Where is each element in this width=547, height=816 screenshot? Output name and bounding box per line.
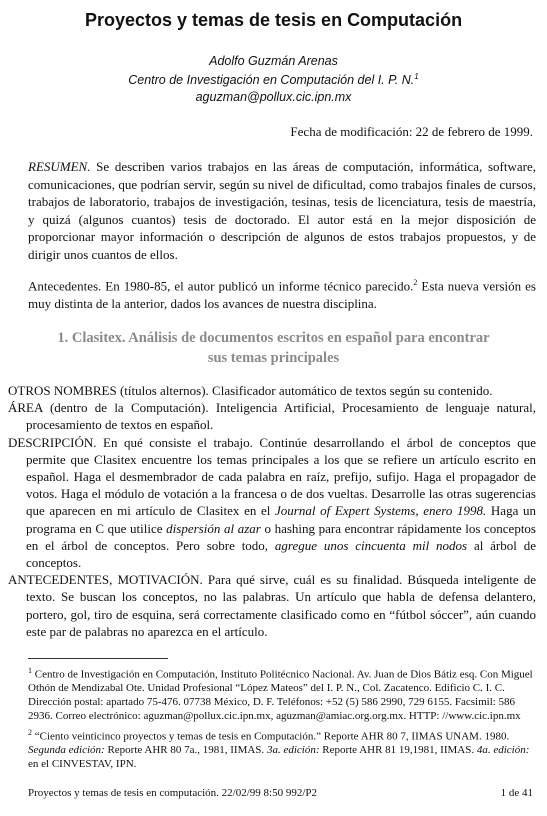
entry-otros-nombres: OTROS NOMBRES (títulos alternos). Clasificador automático de textos según su contenido. <box>8 383 493 398</box>
footnote-ref-1: 1 <box>414 72 419 81</box>
section-heading <box>0 328 547 368</box>
modification-date: Fecha de modificación: 22 de febrero de 1999. <box>290 124 533 139</box>
page-number: 1 de 41 <box>500 787 533 799</box>
section-heading-line1: 1. Clasitex. Análisis de documentos escritos en español para encontrar <box>57 330 490 346</box>
document-title: Proyectos y temas de tesis en Computación <box>84 10 463 30</box>
footnote-divider <box>28 658 168 659</box>
author-email: aguzman@pollux.cic.ipn.mx <box>195 90 352 104</box>
background-paragraph: Antecedentes. En 1980-85, el autor publicó un informe técnico parecido.$^2$ Esta nueva versión es muy distinta de la anterior, dados los avances de nuestra disciplina. <box>28 278 536 311</box>
entry-antecedentes: ANTECEDENTES, MOTIVACIÓN. Para qué sirve, cuál es su finalidad. Búsqueda inteligente de texto. Se buscan los conceptos, no las palabras. Un artículo que habla de defensa delantero, portero, gol, tiro de esquina, será correctamente clasificado como en “fútbol sóccer”, aún cuando este par de palabras no aparezca en el artículo. <box>8 572 536 639</box>
footnote-1: $^1$ Centro de Investigación en Computación, Instituto Politécnico Nacional. Av. Juan de Dios Bátiz esq. Con Miguel Othón de Mendizabal Ote. Unidad Profesional “López Mateos” del I. P. N., Col. Zacatenco. Edificio C. I. C. Dirección postal: apartado 75-476. 07738 México, D. F. Teléfonos: +52 (5) 586 2990, 729 6155. Facsimil: 586 2936. Correo electrónico: aguzman@pollux.cic.ipn.mx, aguzman@amiac.org.org.mx. HTTP: //www.cic.ipn.mx <box>28 666 533 723</box>
footnote-ref-2: 2 <box>413 278 418 287</box>
footnotes <box>28 664 536 774</box>
footnote-2: $^2$ “Ciento veinticinco proyectos y temas de tesis en Computación.” Reporte AHR 80 7, IIMAS UNAM. 1980. Segunda edición: Reporte AHR 80 7a., 1981, IIMAS. 3a. edición: Reporte AHR 81 19,1981, IIMAS. 4a. edición: en el CINVESTAV, IPN. <box>28 727 530 771</box>
entry-descripcion: DESCRIPCIÓN. En qué consiste el trabajo. Continúe desarrollando el árbol de conceptos que permite que Clasitex encuentre los temas principales a los que se refiere un artículo escrito en español. Haga el desmembrador de cada palabra en raíz, prefijo, sufijo. Haga el propagador de votos. Haga el módulo de votación a la francesa o de dos vueltas. Desarrolle las otras sugerencias que aparecen en mi artículo de Clasitex en el Journal of Expert Systems, enero 1998. Haga un programa en C que utilice dispersión al azar o hashing para encontrar rápidamente los conceptos en el árbol de conceptos. Pero sobre todo, agregue unos cincuenta mil nodos al árbol de conceptos. <box>8 434 536 571</box>
project-entries <box>8 382 536 640</box>
entry-area: ÁREA (dentro de la Computación). Inteligencia Artificial, Procesamiento de lenguaje natural, procesamiento de textos en español. <box>8 400 536 433</box>
abstract-text: Se describen varios trabajos en las áreas de computación, informática, software, comunicaciones, que podrían servir, según su nivel de dificultad, como trabajos finales de cursos, trabajos de laboratorio, trabajos de investigación, tesinas, tesis de licenciatura, tesis de maestría, y quizá (algunos cuantos) tesis de doctorado. El autor está en la mejor disposición de proporcionar mayor información o descripción de algunos de estos trabajos propuestos, y de dirigir unos cuantos de ellos. <box>28 159 536 262</box>
author-institution: Centro de Investigación en Computación del I. P. N.$^1$ <box>128 72 419 88</box>
abstract-paragraph <box>28 158 536 263</box>
abstract-label: RESUMEN. <box>28 159 91 174</box>
page-footer: Proyectos y temas de tesis en computación. 22/02/99 8:50 992/P2 <box>28 787 318 799</box>
section-heading-line2: sus temas principales <box>207 350 340 366</box>
author-name: Adolfo Guzmán Arenas <box>209 54 338 68</box>
